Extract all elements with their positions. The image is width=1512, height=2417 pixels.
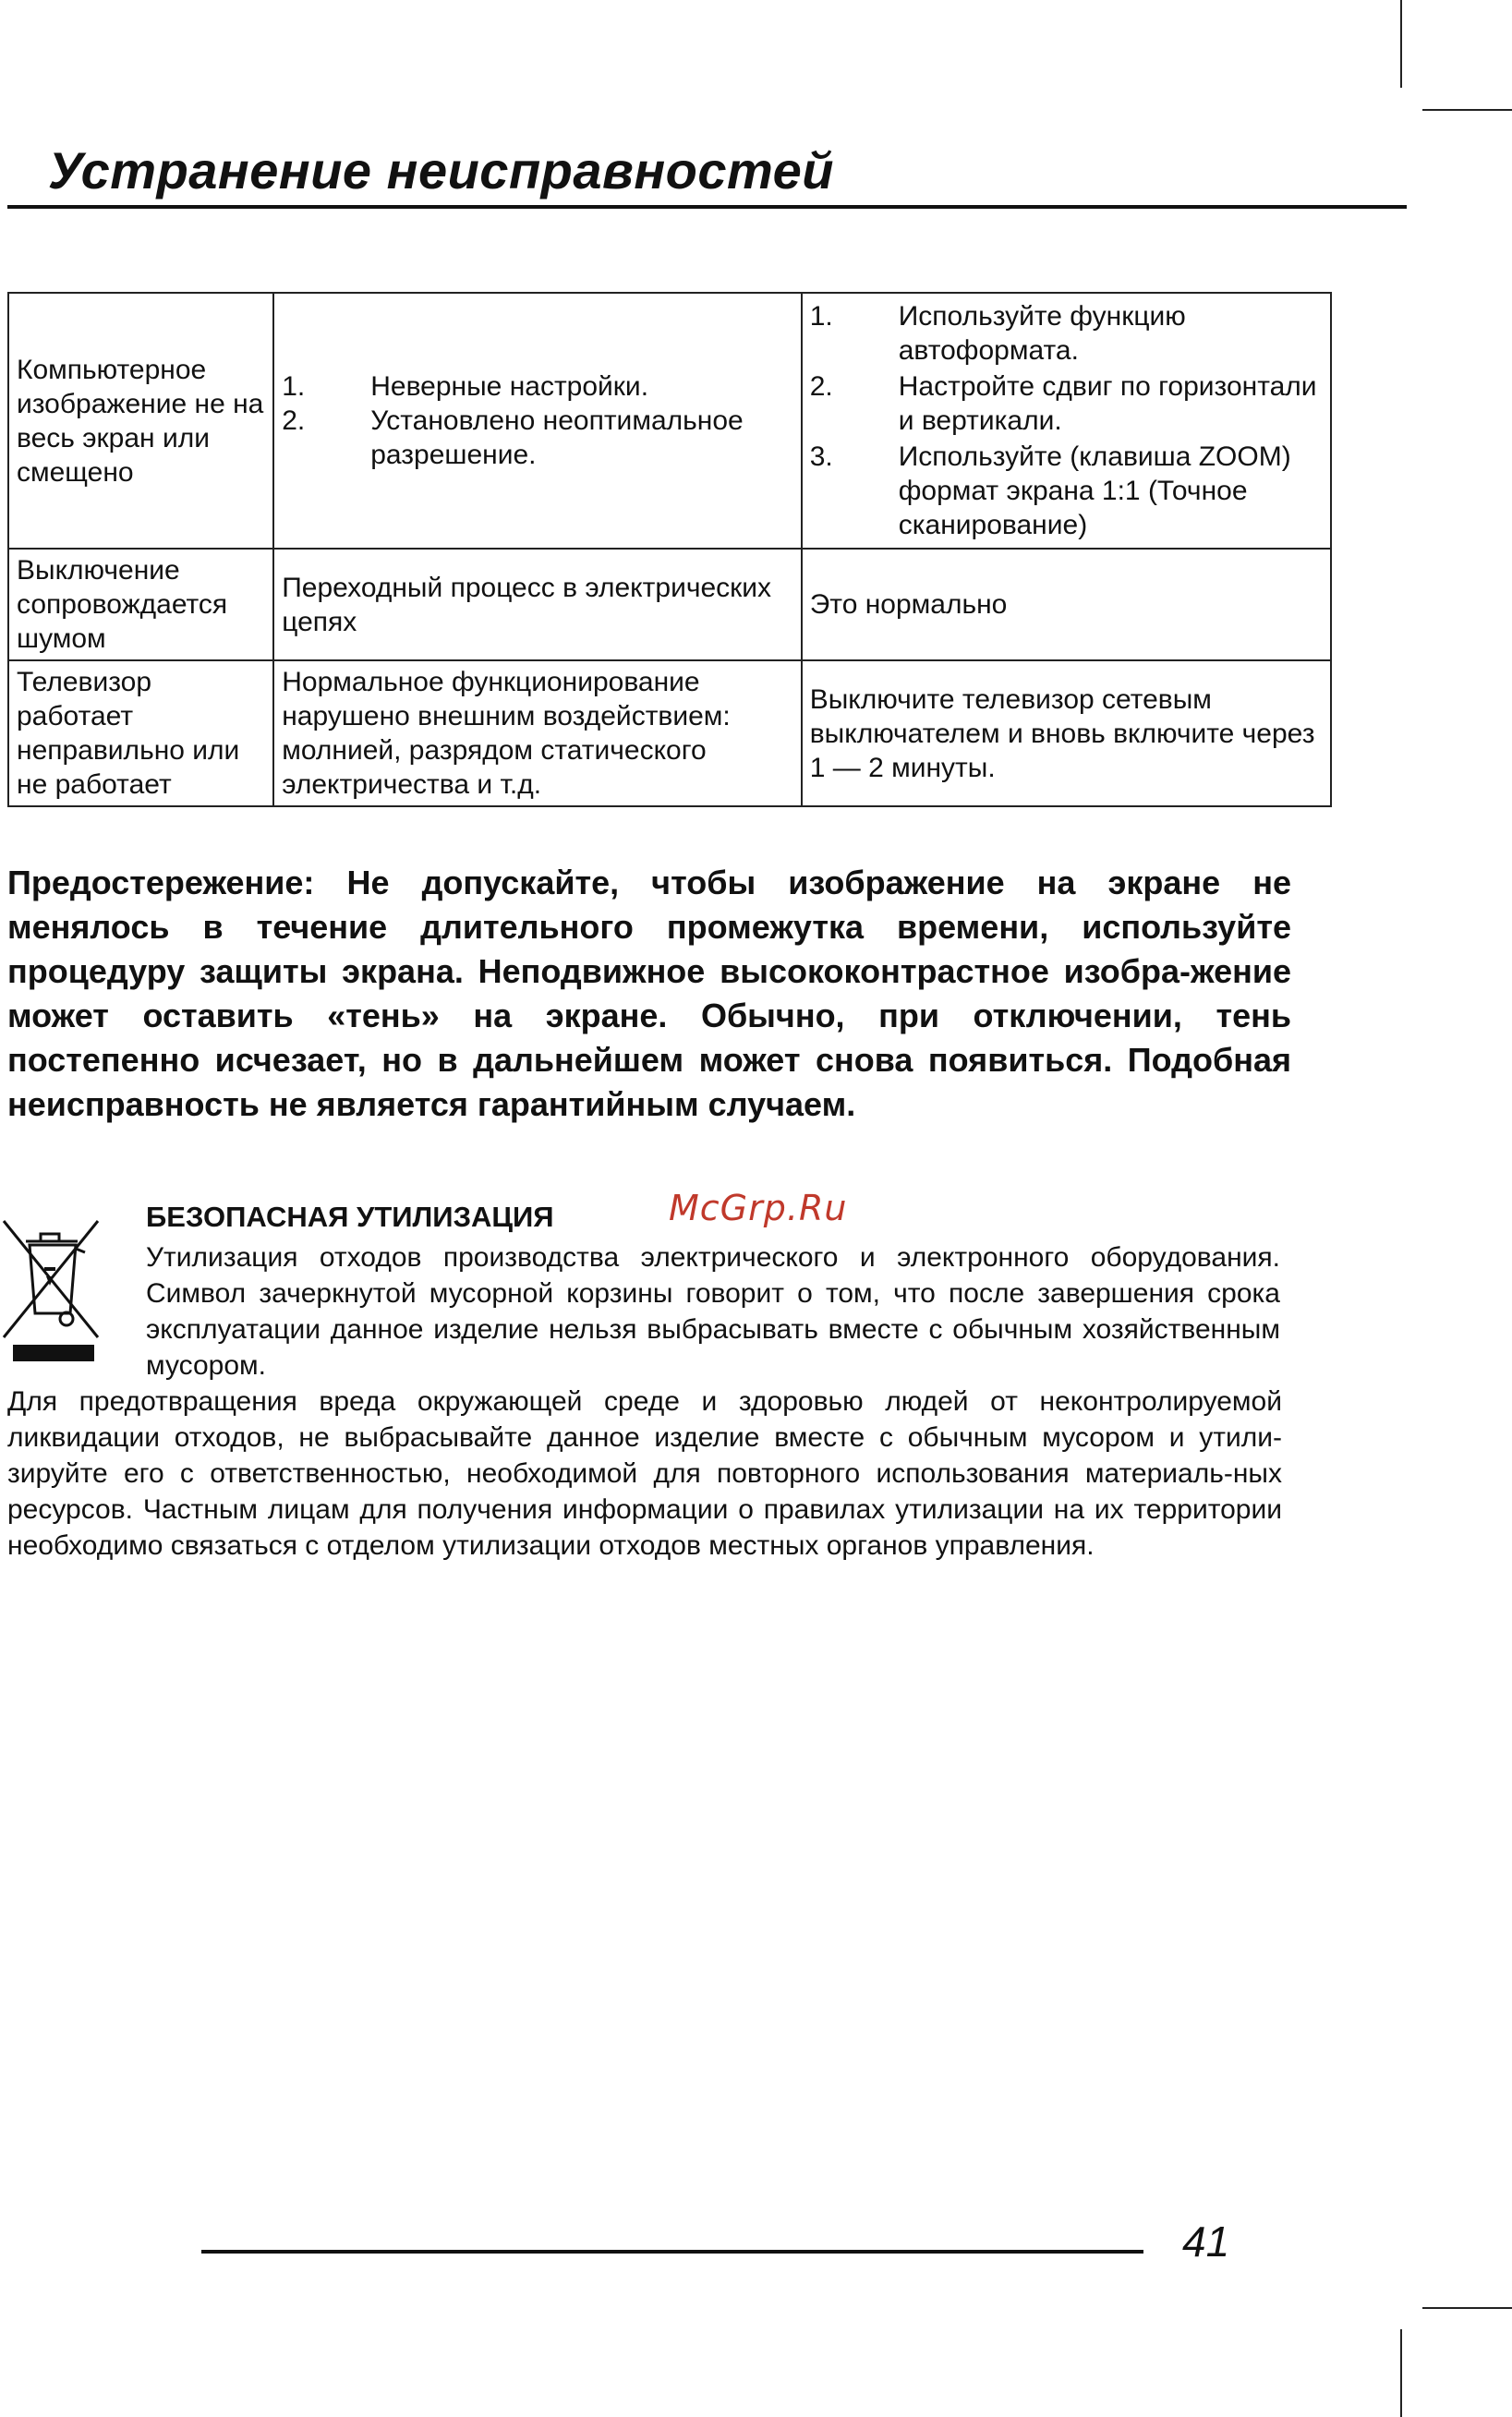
cause-cell: Переходный процесс в электрических цепях: [273, 549, 802, 660]
solution-list: [810, 299, 1323, 542]
page-number: 41: [1182, 2218, 1230, 2266]
crop-mark: [1422, 109, 1512, 111]
list-item: [810, 440, 1323, 542]
list-item: [810, 369, 1323, 438]
table-row: [8, 549, 1331, 660]
solution-cell: [802, 293, 1331, 549]
disposal-paragraph: Утилизация отходов производства электрического и электронного оборудования. Символ зачеркнутой мусорной корзины говорит о том, что после завершения срока эксплуатации данное изделие нельзя выбрасывать вместе с обычным хозяйственным мусором.: [146, 1242, 1280, 1381]
symptom-cell: Телевизор работает неправильно или не работает: [8, 660, 273, 806]
title-divider: [7, 205, 1407, 209]
symptom-cell: Компьютерное изображение не на весь экран или смещено: [8, 293, 273, 549]
list-number: 1.: [282, 371, 306, 402]
cause-list: [282, 369, 793, 472]
table-row: [8, 293, 1331, 549]
symptom-cell: Выключение сопровождается шумом: [8, 549, 273, 660]
list-text: Настройте сдвиг по горизонтали и вертикали.: [898, 371, 1317, 436]
crop-mark: [1400, 0, 1402, 88]
list-number: 3.: [809, 441, 833, 472]
list-text: Установлено неоптимальное разрешение.: [370, 405, 744, 470]
crop-mark: [1400, 2329, 1402, 2417]
list-number: 2.: [282, 405, 306, 436]
page-title: Устранение неисправностей: [48, 141, 834, 199]
list-text: Используйте функцию автоформата.: [898, 301, 1186, 366]
crop-mark: [1422, 2307, 1512, 2309]
list-text: Используйте (клавиша ZOOM) формат экрана 1:1 (Точное сканирование): [898, 441, 1291, 540]
warning-paragraph: Предостережение: Не допускайте, чтобы изображение на экране не менялось в течение длительного промежутка времени, используйте процедуру защиты экрана. Неподвижное высококонтрастное изобра-жение может оставить «тень» на экране. Обычно, при отключении, тень постепенно исчезает, но в дальнейшем может снова появиться. Подобная неисправность не является гарантийным случаем.: [7, 864, 1291, 1123]
list-text: Неверные настройки.: [370, 371, 649, 402]
solution-cell: Выключите телевизор сетевым выключателем и вновь включите через 1 — 2 минуты.: [802, 660, 1331, 806]
solution-cell: Это нормально: [802, 549, 1331, 660]
list-item: [810, 299, 1323, 368]
list-item: [282, 369, 793, 404]
disposal-paragraph: Для предотвращения вреда окружающей среде и здоровью людей от неконтролируемой ликвидации отходов, не выбрасывайте данное изделие вместе с обычным мусором и утили-зируйте его с ответственностью, необходимой для повторного использования материаль-ных ресурсов. Частным лицам для получения информации о правилах утилизации на их территории необходимо связаться с отделом утилизации отходов местных органов управления.: [7, 1386, 1282, 1561]
troubleshooting-table: [7, 292, 1332, 807]
footer-divider: [201, 2250, 1143, 2254]
list-item: [282, 404, 793, 472]
cause-cell: [273, 293, 802, 549]
list-number: 1.: [809, 301, 833, 332]
list-number: 2.: [809, 371, 833, 402]
table-row: [8, 660, 1331, 806]
disposal-heading: БЕЗОПАСНАЯ УТИЛИЗАЦИЯ: [146, 1201, 554, 1233]
cause-cell: Нормальное функционирование нарушено внешним воздействием: молнией, разрядом статического электричества и т.д.: [273, 660, 802, 806]
watermark: McGrp.Ru: [669, 1188, 848, 1228]
crossed-out-wheelie-bin-icon: [0, 1215, 103, 1365]
